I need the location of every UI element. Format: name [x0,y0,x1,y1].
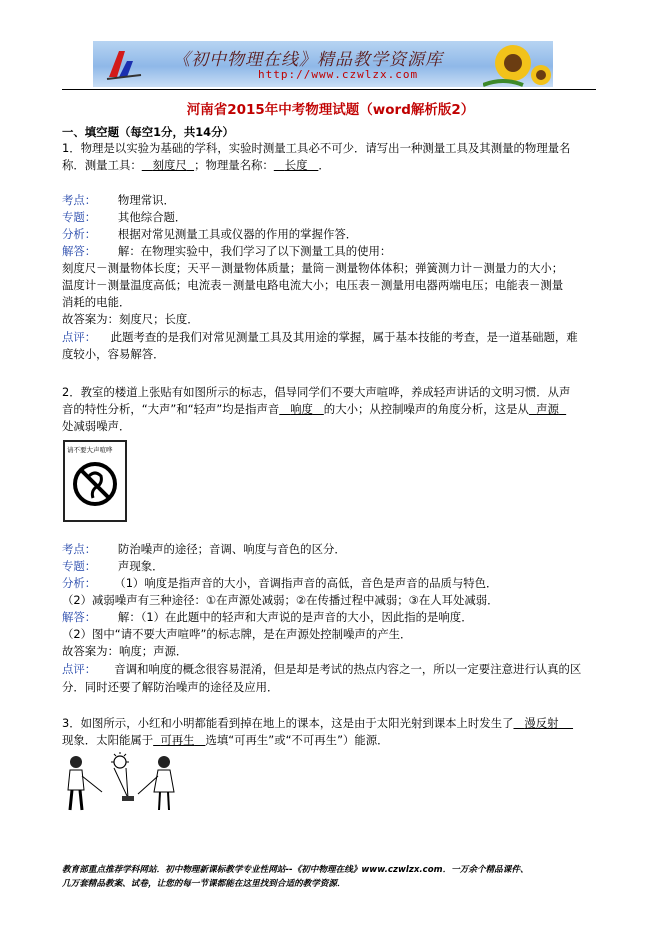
q3-text-line1: 3．如图所示，小红和小明都能看到掉在地上的课本，这是由于太阳光射到课本上时发生了 漫反射 [62,716,573,731]
quiet-sign-image [63,440,127,522]
q3-answer-1: 漫反射 [524,716,559,730]
q1-dianping: 点评： 此题考查的是我们对常见测量工具及其用途的掌握，属于基本技能的考查，是一道基础题，难 [62,330,578,344]
q1-jieda-line3: 温度计－测量温度高低；电流表－测量电路电流大小；电压表－测量用电器两端电压；电能表－测量 [62,278,564,292]
q2-answer-2: 声源 [536,402,559,416]
footer-line1: 教育部重点推荐学科网站．初中物理新课标教学专业性网站--《初中物理在线》www.czwlzx.com．一万余个精品课件、 [62,865,529,875]
q2-jieda: 解答： 解：（1）在此题中的轻声和大声说的是声音的大小，因此指的是响度． [62,610,473,624]
q3-text-line2: 现象．太阳能属于 可再生 选填“可再生”或“不可再生”）能源． [62,733,389,747]
q1-dianping-line2: 度较小，容易解答． [62,347,165,361]
page-title: 河南省2015年中考物理试题（word解析版2） [186,102,475,118]
q1-fenxi: 分析： 根据对常见测量工具或仪器的作用的掌握作答． [62,227,358,241]
q2-dianping-line2: 分．同时还要了解防治噪声的途径及应用． [62,680,279,694]
q1-kaodian: 考点： 物理常识． [62,193,175,207]
sign-label: 请不要大声喧哗 [67,446,113,454]
q2-answer-summary: 故答案为：响度；声源． [62,644,188,658]
header-banner [93,41,553,87]
header-divider [62,89,596,90]
section-heading: 一、填空题（每空1分，共14分） [62,125,234,139]
logo-icon [105,47,143,81]
q2-kaodian: 考点： 防治噪声的途径；音调、响度与音色的区分． [62,542,346,556]
q1-text-line2: 称．测量工具： 刻度尺 ；物理量名称： 长度 ． [62,158,330,172]
q2-fenxi-line2: （2）减弱噪声有三种途径：①在声源处减弱；②在传播过程中减弱；③在人耳处减弱． [62,593,499,607]
banner-url: http://www.czwlzx.com [258,68,419,81]
q1-prompt-a: 称．测量工具： [62,158,142,172]
q2-fenxi: 分析： （1）响度是指声音的大小，音调指声音的高低，音色是声音的品质与特色． [62,576,498,590]
q2-text-line1: 2．教室的楼道上张贴有如图所示的标志，倡导同学们不要大声喧哗，养成轻声讲话的文明习惯．从声 [62,385,571,399]
q1-answer-2: 长度 [284,158,308,172]
q2-dianping: 点评： 音调和响度的概念很容易混淆，但是却是考试的热点内容之一，所以一定要注意进行认真的区 [62,662,582,676]
q1-jieda-line4: 消耗的电能． [62,295,131,309]
q1-answer-summary: 故答案为：刻度尺；长度． [62,312,199,326]
q2-text-line2: 音的特性分析，“大声”和“轻声”均是指声音 响度 的大小；从控制噪声的角度分析，这是从 声源 [62,402,566,417]
q1-prompt-b: ；物理量名称： [194,158,274,172]
sunflower-icon [483,41,553,87]
banner-slogan: 《初中物理在线》精品教学资源库 [173,50,443,70]
no-noise-sign-icon [73,458,117,510]
children-reading-image [62,752,180,814]
q1-answer-1: 刻度尺 [152,158,187,172]
q3-answer-2: 可再生 [160,733,195,747]
q1-text-line1: 1．物理是以实验为基础的学科，实验时测量工具必不可少．请写出一种测量工具及其测量的物理量名 [62,141,571,155]
q2-jieda-line2: （2）图中“请不要大声喧哗”的标志牌，是在声源处控制噪声的产生． [62,627,412,641]
footer-line2: 几万套精品教案、试卷，让您的每一节课都能在这里找到合适的教学资源． [62,879,346,889]
q1-jieda: 解答： 解：在物理实验中，我们学习了以下测量工具的使用： [62,244,392,258]
q2-zhuanti: 专题： 声现象． [62,559,164,573]
q2-answer-1: 响度 [290,402,313,416]
q2-text-line3: 处减弱噪声． [62,419,131,433]
q1-zhuanti: 专题： 其他综合题． [62,210,187,224]
q1-jieda-line2: 刻度尺－测量物体长度；天平－测量物体质量；量筒－测量物体体积；弹簧测力计－测量力的大小； [62,261,564,275]
